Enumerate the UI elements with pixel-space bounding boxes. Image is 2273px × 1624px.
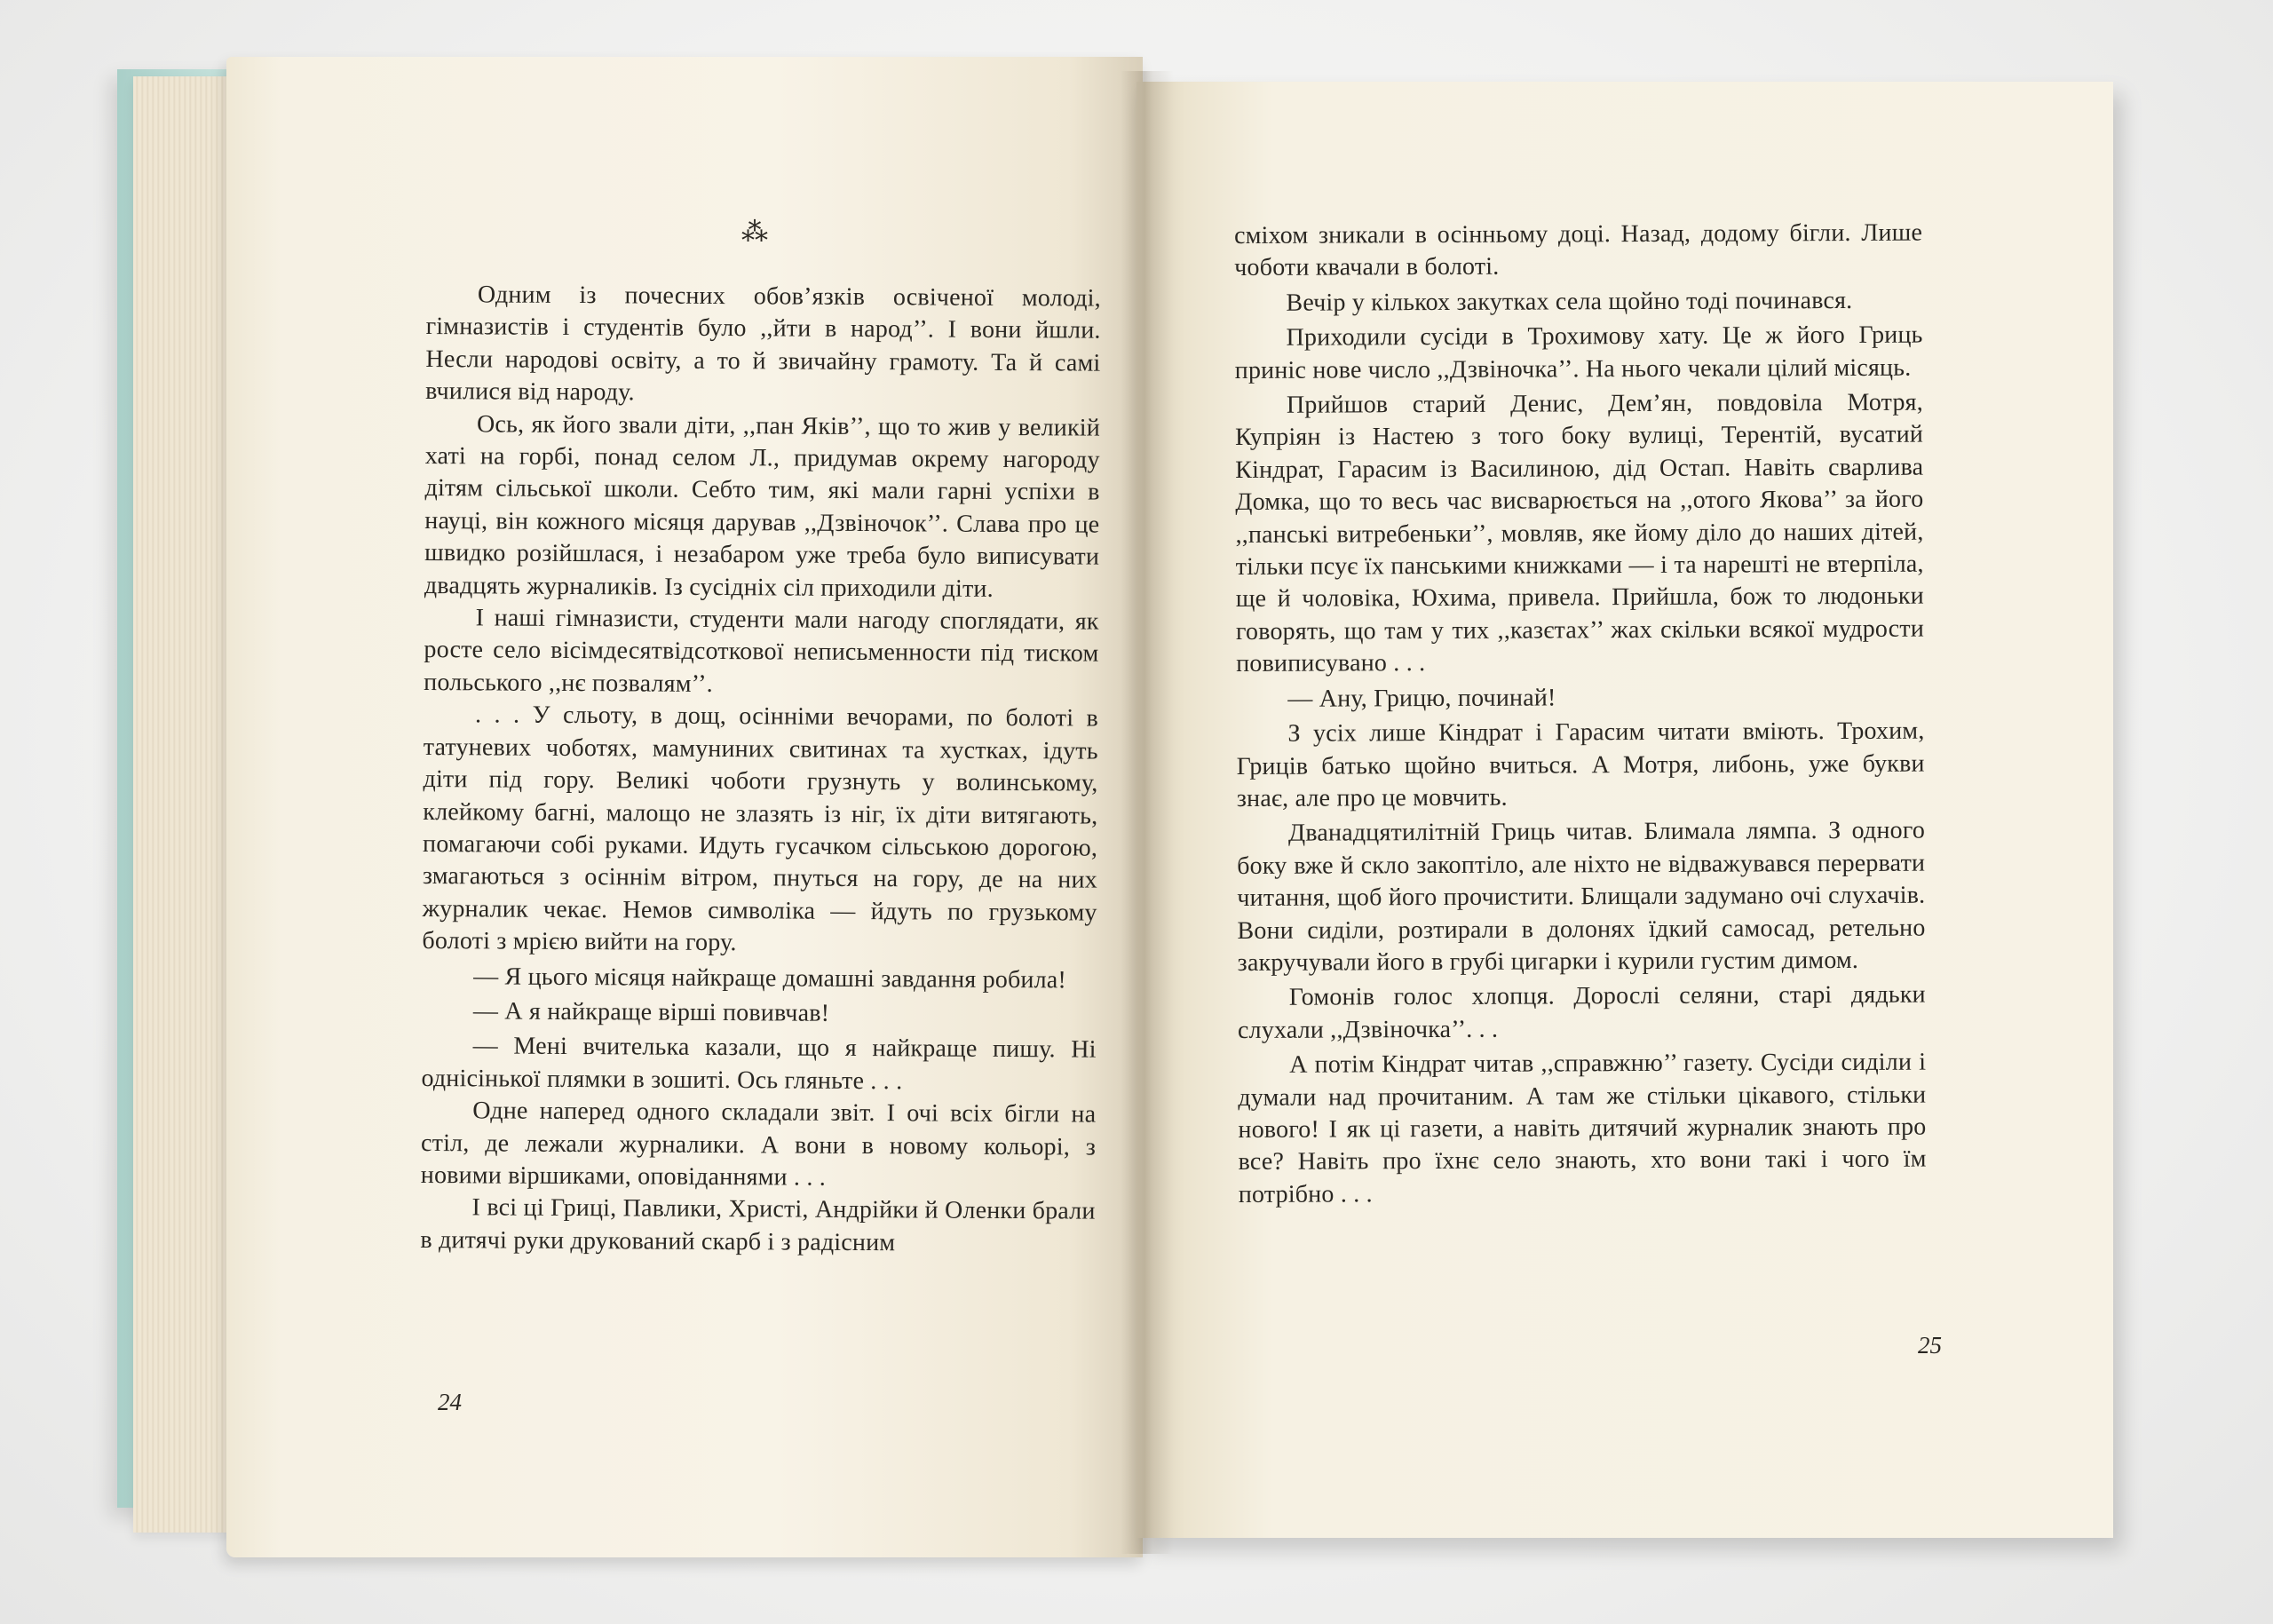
paragraph: . . . У сльоту, в дощ, осінніми вечорами, по болоті в татуневих чоботях, мамуниних свитинах та хустках, ідуть діти під гору. Великі чоботи грузнуть у волинському, клейкому багні, малощо не злазять із ніг, їх діти витягають, помагаючи собі руками. Идуть гусачком сільською дорогою, змагаються з осіннім вітром, пнуться на гору, де на них журналик чекає. Немов символіка — йдуть по грузькому болоті з мрією вийти на гору. bbox=[422, 701, 1099, 957]
paragraph: І всі ці Гриці, Павлики, Христі, Андрійки й Оленки брали в дитячі руки друкований скарб і з радісним bbox=[420, 1193, 1096, 1257]
paragraph: Гомонів голос хлопця. Дорослі селяни, старі дядьки слухали ,,Дзвіночка’’. . . bbox=[1237, 980, 1926, 1044]
page-number-right: 25 bbox=[1918, 1332, 1942, 1359]
paragraph: Прийшов старий Денис, Дем’ян, повдовіла Мотря, Купріян із Настею з того боку вулиці, Терентій, вусатий Кіндрат, Гарасим із Василиною, дід Остап. Навіть сварлива Домка, що то весь час висварюється на ,,отого Якова’’ за його ,,панські витребеньки’’, мовляв, яке йому діло до наших дітей, тільки псує їх панськими книжками — і та нарешті не втерпіла, ще й чоловіка, Юхима, привела. Прийшла, бож то людоньки говорять, що там у тих ,,казєтах’’ жах скільки всякої мудрости повиписувано . . . bbox=[1235, 388, 1925, 678]
paragraph: — Я цього місяця найкраще домашні завдання робила! bbox=[473, 962, 1067, 994]
paragraph: Вечір у кількох закутках села щойно тоді починався. bbox=[1286, 286, 1853, 317]
paragraph: І наші гімназисти, студенти мали нагоду споглядати, як росте село вісімдесятвідсоткової неписьменности під тиском польського ,,нє позвалям’’. bbox=[424, 604, 1099, 698]
paragraph: Одним із почесних обов’язків освіченої молоді, гімназистів і студентів було ,,йти в народ’’. І вони йшли. Несли народові освіту, а то й звичайну грамоту. Та й самі вчилися від народу. bbox=[425, 281, 1101, 407]
left-page bbox=[226, 57, 1143, 1557]
paragraph: Одне наперед одного складали звіт. І очі всіх бігли на стіл, де лежали журналики. А вони в новому кольорі, з новими віршиками, оповіданнями . . . bbox=[420, 1097, 1097, 1192]
right-page-text bbox=[1234, 218, 1927, 1212]
paragraph: З усіх лише Кіндрат і Гарасим читати вміють. Трохим, Гриців батько щойно вчиться. А Мотря, либонь, уже букви знає, але про це мовчить. bbox=[1236, 717, 1925, 812]
paragraph: Дванадцятилітній Гриць читав. Блимала лямпа. З одного боку вже й скло закоптіло, але ніхто не відважувався перервати читання, щоб його прочистити. Блищали задумано очі слухачів. Вони сиділи, розтирали в долонях їдкий самосад, ретельно закручували його в грубі цигарки і курили густим димом. bbox=[1237, 816, 1926, 977]
paragraph: — Ану, Грицю, починай! bbox=[1287, 684, 1556, 713]
paragraph: — Мені вчителька казали, що я найкраще пишу. Ні однісінької плямки в зошиті. Ось гляньте . . . bbox=[421, 1032, 1097, 1096]
paragraph: сміхом зникали в осінньому доці. Назад, додому бігли. Лише чоботи квачали в болоті. bbox=[1234, 218, 1923, 282]
paragraph: — А я найкраще вірші повивчав! bbox=[472, 997, 830, 1027]
paragraph: Ось, як його звали діти, ,,пан Яків’’, що то жив у великій хаті на горбі, понад селом Л., придумав окрему нагороду дітям сільської школи. Себто тим, які мали гарні успіхи в науці, він кожного місяця дарував ,,Дзвіночок’’. Слава про це швидко розійшлася, і незабаром уже треба було виписувати двадцять журналиків. Із сусідніх сіл приходили діти. bbox=[424, 409, 1101, 603]
paragraph: А потім Кіндрат читав ,,справжню’’ газету. Сусіди сиділи і думали над прочитаним. А там же стільки цікавого, стільки нового! І як ці газети, а навіть дитячий журналик знають про все? Навіть про їхнє село знають, хто вони такі і чого їм потрібно . . . bbox=[1238, 1048, 1927, 1208]
paragraph: Приходили сусіди в Трохимову хату. Це ж його Гриць приніс нове число ,,Дзвіночка’’. На нього чекали цілий місяць. bbox=[1234, 321, 1923, 384]
page-edges bbox=[133, 76, 240, 1533]
right-page bbox=[1136, 82, 2113, 1538]
section-ornament: ⁂ bbox=[741, 218, 764, 247]
page-number-left: 24 bbox=[438, 1389, 462, 1415]
left-page-text bbox=[420, 279, 1101, 1261]
